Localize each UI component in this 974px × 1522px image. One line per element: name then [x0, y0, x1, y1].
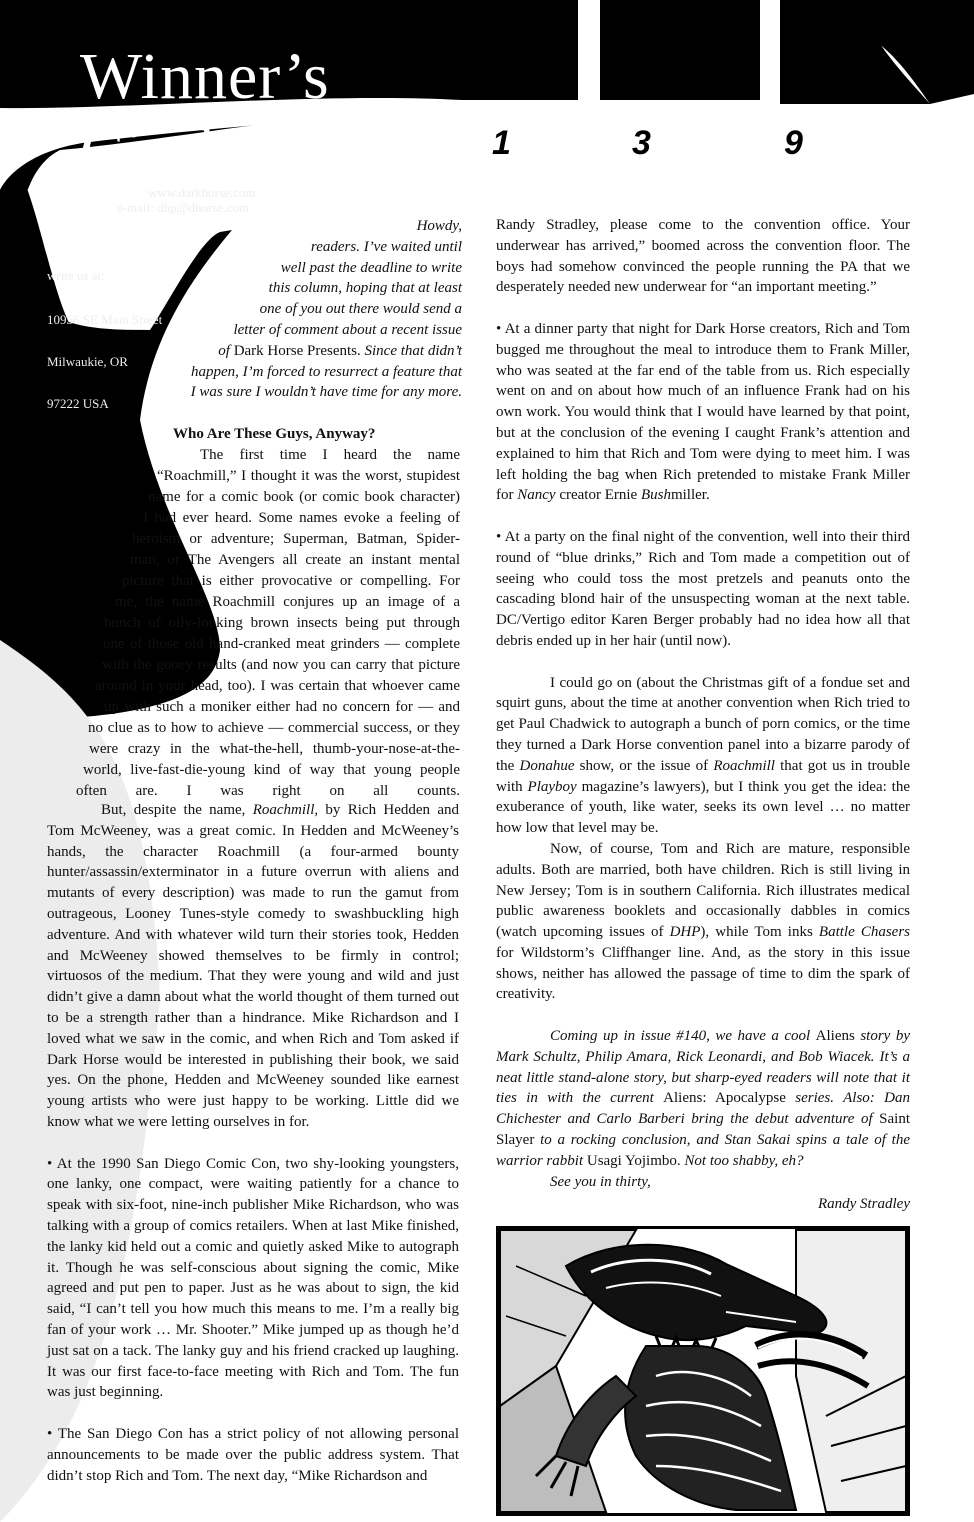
paragraph-line: bunch of oily-looking brown insects being put through	[104, 615, 460, 631]
intro-line: this column, hoping that at least	[268, 280, 462, 297]
paragraph-text: Coming up in issue #140, we have a cool	[550, 1028, 816, 1045]
page-title-line-2: Circle	[80, 116, 248, 189]
intro-line: readers. I’ve waited until	[310, 238, 462, 255]
comic-title: Usagi Yojimbo.	[586, 1152, 681, 1169]
intro-line: well past the deadline to write	[280, 259, 462, 276]
intro-line: happen, I’m forced to resurrect a feature that	[190, 363, 462, 380]
intro-line: Howdy,	[416, 218, 462, 234]
intro-line: one of you out there would send a	[259, 301, 462, 318]
comic-title: Aliens: Apocalypse	[663, 1090, 786, 1107]
italic-text: Battle Chasers	[818, 924, 911, 941]
editor-intro	[190, 216, 462, 403]
paragraph-text: for Wildstorm’s Cliffhanger line. And, as the story in this issue shows, neither has allowed the passage of time to dim the spark of creativity.	[496, 944, 910, 1003]
address-zip: 97222 USA	[47, 396, 109, 411]
intro-text: of	[218, 342, 234, 359]
paragraph-text: series. Also: Dan Chichester and Carlo Barberi bring the debut adventure of	[496, 1090, 910, 1128]
column-2-body	[496, 215, 910, 1215]
anecdote-paragraph: • The San Diego Con has a strict policy of not allowing personal announcements to be made over the public address system. That didn’t stop Rich and Tom. The next day, “Mike Richardson and	[47, 1425, 459, 1484]
paragraph-text: • At a dinner party that night for Dark Horse creators, Rich and Tom bugged me throughout the meal to introduce them to Frank Miller, who was seated at the far end of the table from us. Rich especially went on and on about how much of an influence Frank had on his own work. You would think that I would have learned by that point, but at the conclusion of the evening I caught Frank’s attention and explained to him that Rich and Tom were dying to meet him. I was left holding the bag when Rich pretended to mistake Frank Miller for	[496, 320, 910, 504]
section-heading: Who Are These Guys, Anyway?	[173, 426, 376, 442]
address-label: write us at:	[47, 268, 105, 283]
intro-line	[190, 341, 462, 362]
paragraph-line: one of those old hand-cranked meat grinders — complete	[103, 636, 460, 652]
issue-number-digit-1: 1	[492, 124, 511, 162]
paragraph-text: Now, of course, Tom and Rich are mature, responsible adults. Both are married, both have children. Rich is still living in New Jersey; Tom is in southern California. Rich illustrates medical public awareness booklets and occasionally dabbles in comics (watch upcoming issues of	[496, 840, 910, 941]
comic-title: Roachmill,	[252, 802, 319, 818]
intro-line: letter of comment about a recent issue	[233, 321, 462, 338]
italic-text: Roachmill	[713, 757, 775, 774]
paragraph-line: were crazy in the what-the-hell, thumb-your-nose-at-the-	[89, 741, 460, 757]
paragraph-text: Not too shabby, eh?	[680, 1152, 804, 1169]
column-1-body	[47, 800, 459, 1486]
issue-number-digit-3: 9	[784, 124, 803, 162]
paragraph-line: world, live-fast-die-young kind of way that young people	[83, 762, 460, 778]
paragraph-line: heroism or adventure; Superman, Batman, Spider-	[132, 531, 460, 547]
paragraph-line: name for a comic book (or comic book character)	[148, 489, 460, 505]
comic-title: Saint Slayer	[496, 1111, 910, 1149]
magazine-title: Dark Horse Presents.	[233, 342, 361, 359]
anecdote-paragraph: • At a party on the final night of the convention, well into their third round of “blue drinks,” Rich and Tom made a competition out of seeing who could toss the most pretzels and peanuts onto the cascading blond hair of the unsuspecting woman at the next table. DC/Vertigo editor Karen Berger probably had no idea how all that debris ended up in her hair (until now).	[496, 528, 910, 649]
paragraph-text: show, or the issue of	[574, 757, 714, 774]
top-letter-block-2	[600, 0, 760, 100]
sign-off: See you in thirty,	[550, 1173, 651, 1190]
article-paragraph	[496, 673, 910, 839]
website-link[interactable]: www.darkhorse.com	[148, 185, 256, 200]
paragraph-text: that got us in trouble with	[496, 757, 910, 795]
paragraph-text: miller.	[670, 487, 710, 504]
paragraph-text: to a rocking conclusion, and Stan Sakai spins a tale of the warrior rabbit	[496, 1132, 910, 1169]
anecdote-paragraph: • At the 1990 San Diego Comic Con, two shy-looking youngsters, one lanky, one compact, were waiting patiently for a chance to speak with six-foot, nine-inch publisher Mike Richardson, who was talking with a group of comics retailers. When at last Mike finished, the lanky kid held out a comic and quietly asked Mike to autograph it. Though he was self-conscious about signing the comic, Mike agreed and put pen to paper. Just as he was about to sign, the kid said, “I can’t tell you how much this means to me. I’m a really big fan of your work … Mr. Shooter.” Mike jumped up as though he’d just sat on a tack. The lanky guy and his friend cracked up laughing. It was our first face-to-face meeting with Rich and Tom. The fun was just beginning.	[47, 1155, 459, 1401]
paragraph-line: with the gooey results (and now you can carry that picture	[102, 657, 460, 673]
italic-text: Playboy	[527, 778, 577, 795]
email-link[interactable]: e-mail: dhp@dhorse.com	[117, 200, 249, 215]
paragraph-text: by Rich Hedden and Tom McWeeney, was a great comic. In Hedden and McWeeney’s hands, the character Roachmill (a four-armed bounty hunter/assassin/exterminator in a future overrun with aliens and mutants of every description) was made to run the gamut from outrageous, Looney Tunes-style comedy to swashbuckling high adventure. And with whatever wild turn their stories took, Hedden and McWeeney showed themselves to be firmly in control; virtuosos of the medium. That they were young and wild and just didn’t give a damn about what the world thought of them turned out to be a strength rather than a hindrance. Mike Richardson and I loved what we saw in the comic, and when Rich and Tom asked if Dark Horse would be interested in publishing their book, we said yes. On the phone, Hedden and McWeeney sounded like earnest young artists who were just happy to be working. Little did we know what we were letting ourselves in for.	[47, 802, 460, 1130]
paragraph-line: me, the name Roachmill conjures up an image of a	[115, 594, 460, 610]
address-street: 10956 SE Main Street	[47, 312, 163, 327]
paragraph-line: I had ever heard. Some names evoke a feeling of	[143, 510, 460, 526]
alien-comic-illustration	[496, 1226, 910, 1516]
paragraph-text: creator Ernie	[555, 487, 641, 504]
anecdote-paragraph	[496, 319, 910, 506]
paragraph-line: often are. I was right on all counts.	[76, 783, 460, 799]
address-city: Milwaukie, OR	[47, 354, 128, 369]
italic-text: Bush	[640, 487, 671, 504]
anecdote-continued: Randy Stradley, please come to the convention office. Your underwear has arrived,” boomed across the convention floor. The boys had somehow convinced the people running the PA that we desperately needed new underwear for “an important meeting.”	[496, 217, 910, 296]
paragraph-text: story by Mark Schultz, Philip Amara, Rick Leonardi, and Bob Wiacek. It’s a neat little stand-alone story, but sharp-eyed readers will note that it ties in with the current	[496, 1028, 910, 1107]
top-letter-block-1	[462, 0, 578, 100]
paragraph-line: picture that is either provocative or compelling. For	[122, 573, 460, 589]
paragraph-line: man, or The Avengers all create an instant mental	[130, 552, 460, 568]
editor-signature: Randy Stradley	[817, 1196, 910, 1213]
next-issue-preview	[496, 1026, 910, 1172]
paragraph-line: up with such a moniker either had no concern for — and	[104, 699, 460, 715]
paragraph-text: magazine’s lawyers), but I think you get the idea: the exuberance of youth, like water, seeks its own level … no matter how low that level may be.	[496, 778, 910, 837]
paragraph-text: But, despite the name,	[101, 802, 253, 818]
page-title-line-1: Winner’s	[80, 40, 330, 113]
paragraph-line: The first time I heard the name	[200, 447, 460, 463]
issue-number-digit-2: 3	[632, 124, 651, 162]
paragraph-line: around in your head, too). I was certain that whoever came	[95, 678, 460, 694]
italic-text: Nancy	[517, 487, 556, 504]
intro-text: Since that didn’t	[360, 342, 462, 359]
paragraph-text: I could go on (about the Christmas gift of a fondue set and squirt guns, about the time at another convention when Rich tried to get Paul Chadwick to autograph a bunch of porn comics, or the time they turned a Dark Horse convention panel into a bizarre parody of the	[496, 674, 910, 774]
paragraph-line: no clue as to how to achieve — commercial success, or they	[88, 720, 460, 736]
italic-text: DHP	[669, 924, 701, 941]
article-paragraph	[496, 839, 910, 1005]
paragraph-line: “Roachmill,” I thought it was the worst, stupidest	[157, 468, 460, 484]
article-paragraph-2	[47, 800, 459, 1133]
paragraph-text: ), while Tom inks	[700, 924, 819, 941]
intro-line: I was sure I wouldn’t have time for any more.	[190, 384, 462, 401]
comic-title: Aliens	[815, 1028, 855, 1045]
italic-text: Donahue	[519, 757, 575, 774]
